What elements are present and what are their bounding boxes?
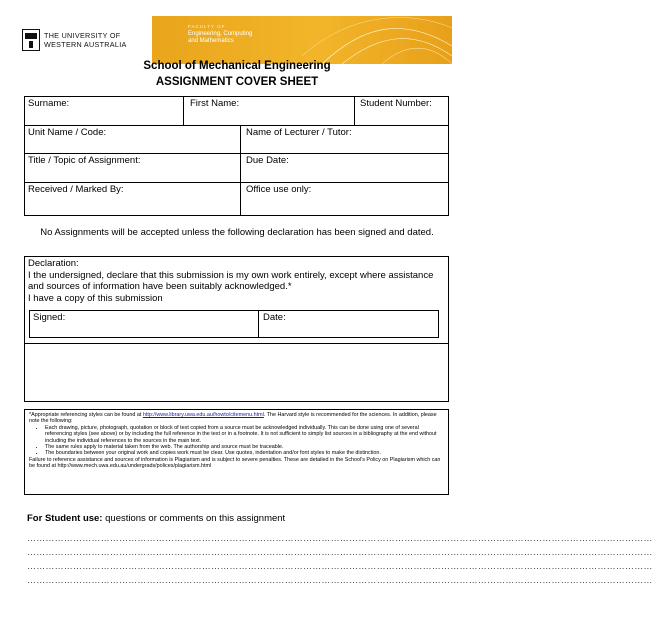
- list-item: • The boundaries between your original work and copies work must be clear. Use quotes, indentation and/or font styles to make the distinction.: [45, 450, 444, 456]
- due-date-field[interactable]: Due Date:: [246, 155, 289, 166]
- office-use-field: Office use only:: [246, 184, 312, 195]
- student-number-field[interactable]: Student Number:: [360, 98, 432, 109]
- crest-icon: [22, 29, 40, 51]
- lecturer-field[interactable]: Name of Lecturer / Tutor:: [246, 127, 352, 138]
- signed-field[interactable]: Signed:: [33, 312, 66, 323]
- list-item: • The same rules apply to material taken from the web. The authorship and source must be traceable.: [45, 444, 444, 450]
- university-name: THE UNIVERSITY OF WESTERN AUSTRALIA: [44, 31, 127, 49]
- comment-line-1[interactable]: ……………………………………………………………………………………………………………………………………………………………………………………: [27, 533, 653, 543]
- surname-field[interactable]: Surname:: [28, 98, 70, 109]
- first-name-field[interactable]: First Name:: [190, 98, 240, 109]
- table-divider: [354, 97, 355, 125]
- table-divider: [240, 125, 241, 216]
- unit-name-field[interactable]: Unit Name / Code:: [28, 127, 107, 138]
- school-title: School of Mechanical Engineering: [143, 60, 331, 72]
- page-title: ASSIGNMENT COVER SHEET: [155, 76, 319, 88]
- plagiarism-policy: Failure to reference assistance and sources of information is Plagiarism and is subject to severe penalties. These are detailed in the School's Policy on Plagiarism which can be found at http://www.mech.uwa.edu.au/undergrads/polices/plagiarism.html: [29, 456, 441, 470]
- faculty-of-label: FACULTY OF: [188, 24, 226, 29]
- header-banner: [22, 16, 452, 64]
- library-link[interactable]: http://www.library.uwa.edu.au/howto/citemenu.html: [142, 412, 264, 418]
- student-info-table: [24, 96, 449, 216]
- date-field[interactable]: Date:: [263, 312, 286, 323]
- notes-intro: *Appropriate referencing styles can be found at http://www.library.uwa.edu.au/howto/citemenu.html. The Harvard style is recommended for the sciences. In addition, please note the following:: [29, 412, 437, 425]
- declaration-statement: I the undersigned, declare that this submission is my own work entirely, except where assistance and sources of information have been suitably acknowledged.*: [28, 269, 434, 293]
- comment-line-3[interactable]: ……………………………………………………………………………………………………………………………………………………………………………………: [27, 561, 653, 571]
- declaration-heading: Declaration:: [28, 258, 79, 269]
- decorative-curves-icon: [282, 16, 452, 64]
- faculty-name: Engineering, Computing and Mathematics: [188, 31, 253, 45]
- declaration-warning: No Assignments will be accepted unless the following declaration has been signed and dated.: [40, 227, 434, 238]
- comment-line-2[interactable]: ……………………………………………………………………………………………………………………………………………………………………………………: [27, 547, 653, 557]
- table-divider: [183, 97, 184, 125]
- comment-line-4[interactable]: ……………………………………………………………………………………………………………………………………………………………………………………: [27, 575, 653, 585]
- list-item: • Each drawing, picture, photograph, quotation or block of text copied from a source must be acknowledged individually. This can be done using one of several referencing styles (see above) or by including the full reference in the text or in a footnote. It is not sufficient to simply list sources in a bibliography at the end without including the individual references to the sources in the main text.: [45, 425, 444, 444]
- declaration-box: [24, 256, 449, 402]
- faculty-banner: [152, 16, 452, 64]
- student-use-section: [27, 513, 285, 524]
- topic-field[interactable]: Title / Topic of Assignment:: [28, 155, 141, 166]
- declaration-text: [28, 258, 446, 304]
- declaration-divider: [25, 343, 448, 344]
- referencing-notes: [24, 409, 449, 495]
- student-use-text: questions or comments on this assignment: [102, 513, 286, 524]
- student-use-label: For Student use:: [27, 513, 103, 524]
- received-field[interactable]: Received / Marked By:: [28, 184, 124, 195]
- signature-row: [29, 310, 439, 338]
- declaration-copy: I have a copy of this submission: [28, 292, 163, 304]
- notes-list: [29, 425, 444, 457]
- university-logo: [22, 16, 152, 64]
